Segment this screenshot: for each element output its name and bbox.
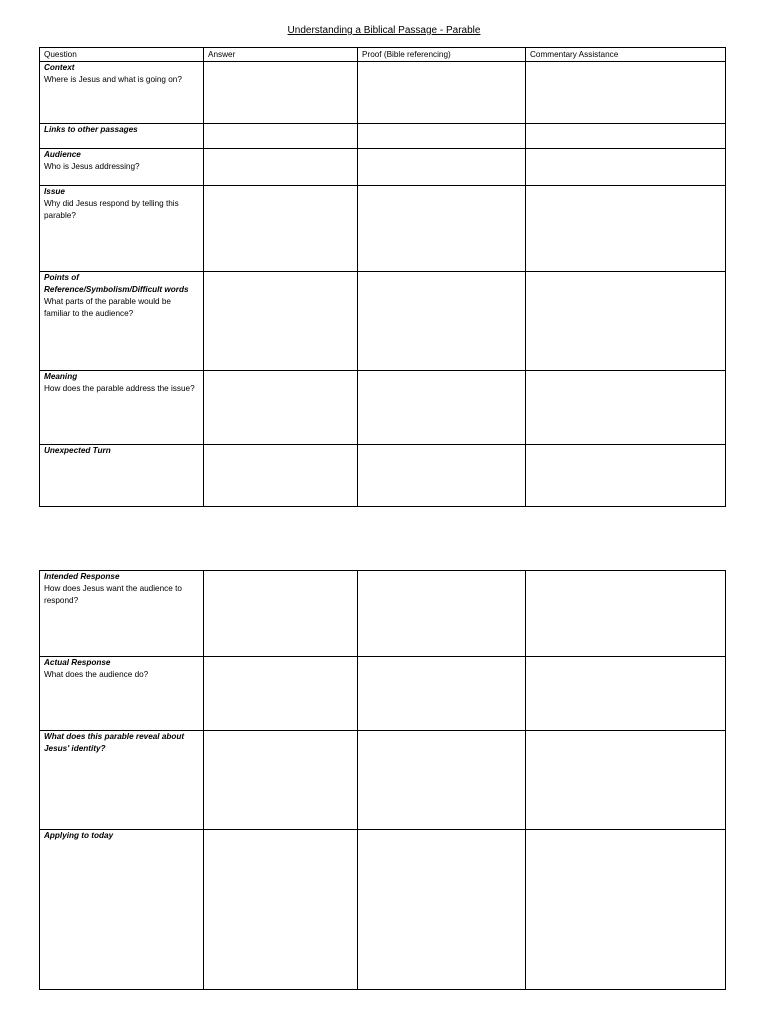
commentary-cell[interactable] xyxy=(526,124,726,149)
question-cell xyxy=(40,445,204,507)
question-title: What does this parable reveal about Jesus' identity? xyxy=(44,732,185,753)
row-intended-response xyxy=(40,571,726,657)
answer-cell[interactable] xyxy=(204,272,358,371)
proof-cell[interactable] xyxy=(358,830,526,990)
row-audience xyxy=(40,149,726,186)
question-title: Issue xyxy=(44,187,65,196)
question-cell xyxy=(40,124,204,149)
question-title: Meaning xyxy=(44,372,78,381)
question-prompt: How does Jesus want the audience to respond? xyxy=(44,584,182,605)
row-unexpected-turn xyxy=(40,445,726,507)
question-cell xyxy=(40,149,204,186)
commentary-cell[interactable] xyxy=(526,731,726,830)
answer-cell[interactable] xyxy=(204,571,358,657)
question-prompt: Who is Jesus addressing? xyxy=(44,162,140,171)
question-title: Links to other passages xyxy=(44,125,138,134)
answer-cell[interactable] xyxy=(204,62,358,124)
commentary-cell[interactable] xyxy=(526,657,726,731)
proof-cell[interactable] xyxy=(358,731,526,830)
question-title: Unexpected Turn xyxy=(44,446,111,455)
proof-cell[interactable] xyxy=(358,272,526,371)
question-title: Intended Response xyxy=(44,572,120,581)
question-title: Applying to today xyxy=(44,831,114,840)
answer-cell[interactable] xyxy=(204,830,358,990)
question-title: Context xyxy=(44,63,75,72)
question-prompt: What does the audience do? xyxy=(44,670,149,679)
commentary-cell[interactable] xyxy=(526,272,726,371)
answer-cell[interactable] xyxy=(204,445,358,507)
answer-cell[interactable] xyxy=(204,731,358,830)
answer-cell[interactable] xyxy=(204,186,358,272)
proof-cell[interactable] xyxy=(358,445,526,507)
header-row xyxy=(40,48,726,62)
question-prompt: What parts of the parable would be familiar to the audience? xyxy=(44,297,171,318)
commentary-cell[interactable] xyxy=(526,149,726,186)
parable-table-part-1 xyxy=(39,47,726,507)
question-title: Audience xyxy=(44,150,81,159)
proof-cell[interactable] xyxy=(358,657,526,731)
row-links xyxy=(40,124,726,149)
question-prompt: Where is Jesus and what is going on? xyxy=(44,75,182,84)
answer-cell[interactable] xyxy=(204,371,358,445)
question-cell xyxy=(40,186,204,272)
question-cell xyxy=(40,830,204,990)
parable-table-part-2 xyxy=(39,570,726,990)
commentary-cell[interactable] xyxy=(526,62,726,124)
header-commentary: Commentary Assistance xyxy=(526,48,726,62)
proof-cell[interactable] xyxy=(358,371,526,445)
question-prompt: How does the parable address the issue? xyxy=(44,384,195,393)
commentary-cell[interactable] xyxy=(526,830,726,990)
commentary-cell[interactable] xyxy=(526,445,726,507)
question-title: Actual Response xyxy=(44,658,111,667)
header-answer: Answer xyxy=(204,48,358,62)
question-title: Points of Reference/Symbolism/Difficult words xyxy=(44,273,189,294)
answer-cell[interactable] xyxy=(204,149,358,186)
row-context xyxy=(40,62,726,124)
header-proof: Proof (Bible referencing) xyxy=(358,48,526,62)
answer-cell[interactable] xyxy=(204,124,358,149)
question-cell xyxy=(40,62,204,124)
answer-cell[interactable] xyxy=(204,657,358,731)
proof-cell[interactable] xyxy=(358,124,526,149)
row-issue xyxy=(40,186,726,272)
proof-cell[interactable] xyxy=(358,62,526,124)
question-prompt: Why did Jesus respond by telling this parable? xyxy=(44,199,179,220)
question-cell xyxy=(40,571,204,657)
question-cell xyxy=(40,371,204,445)
proof-cell[interactable] xyxy=(358,186,526,272)
question-cell xyxy=(40,272,204,371)
row-jesus-identity xyxy=(40,731,726,830)
header-question: Question xyxy=(40,48,204,62)
commentary-cell[interactable] xyxy=(526,186,726,272)
document-title: Understanding a Biblical Passage - Parable xyxy=(287,25,481,36)
row-points-of-reference xyxy=(40,272,726,371)
proof-cell[interactable] xyxy=(358,571,526,657)
question-cell xyxy=(40,731,204,830)
commentary-cell[interactable] xyxy=(526,571,726,657)
question-cell xyxy=(40,657,204,731)
commentary-cell[interactable] xyxy=(526,371,726,445)
proof-cell[interactable] xyxy=(358,149,526,186)
row-applying-today xyxy=(40,830,726,990)
row-meaning xyxy=(40,371,726,445)
row-actual-response xyxy=(40,657,726,731)
